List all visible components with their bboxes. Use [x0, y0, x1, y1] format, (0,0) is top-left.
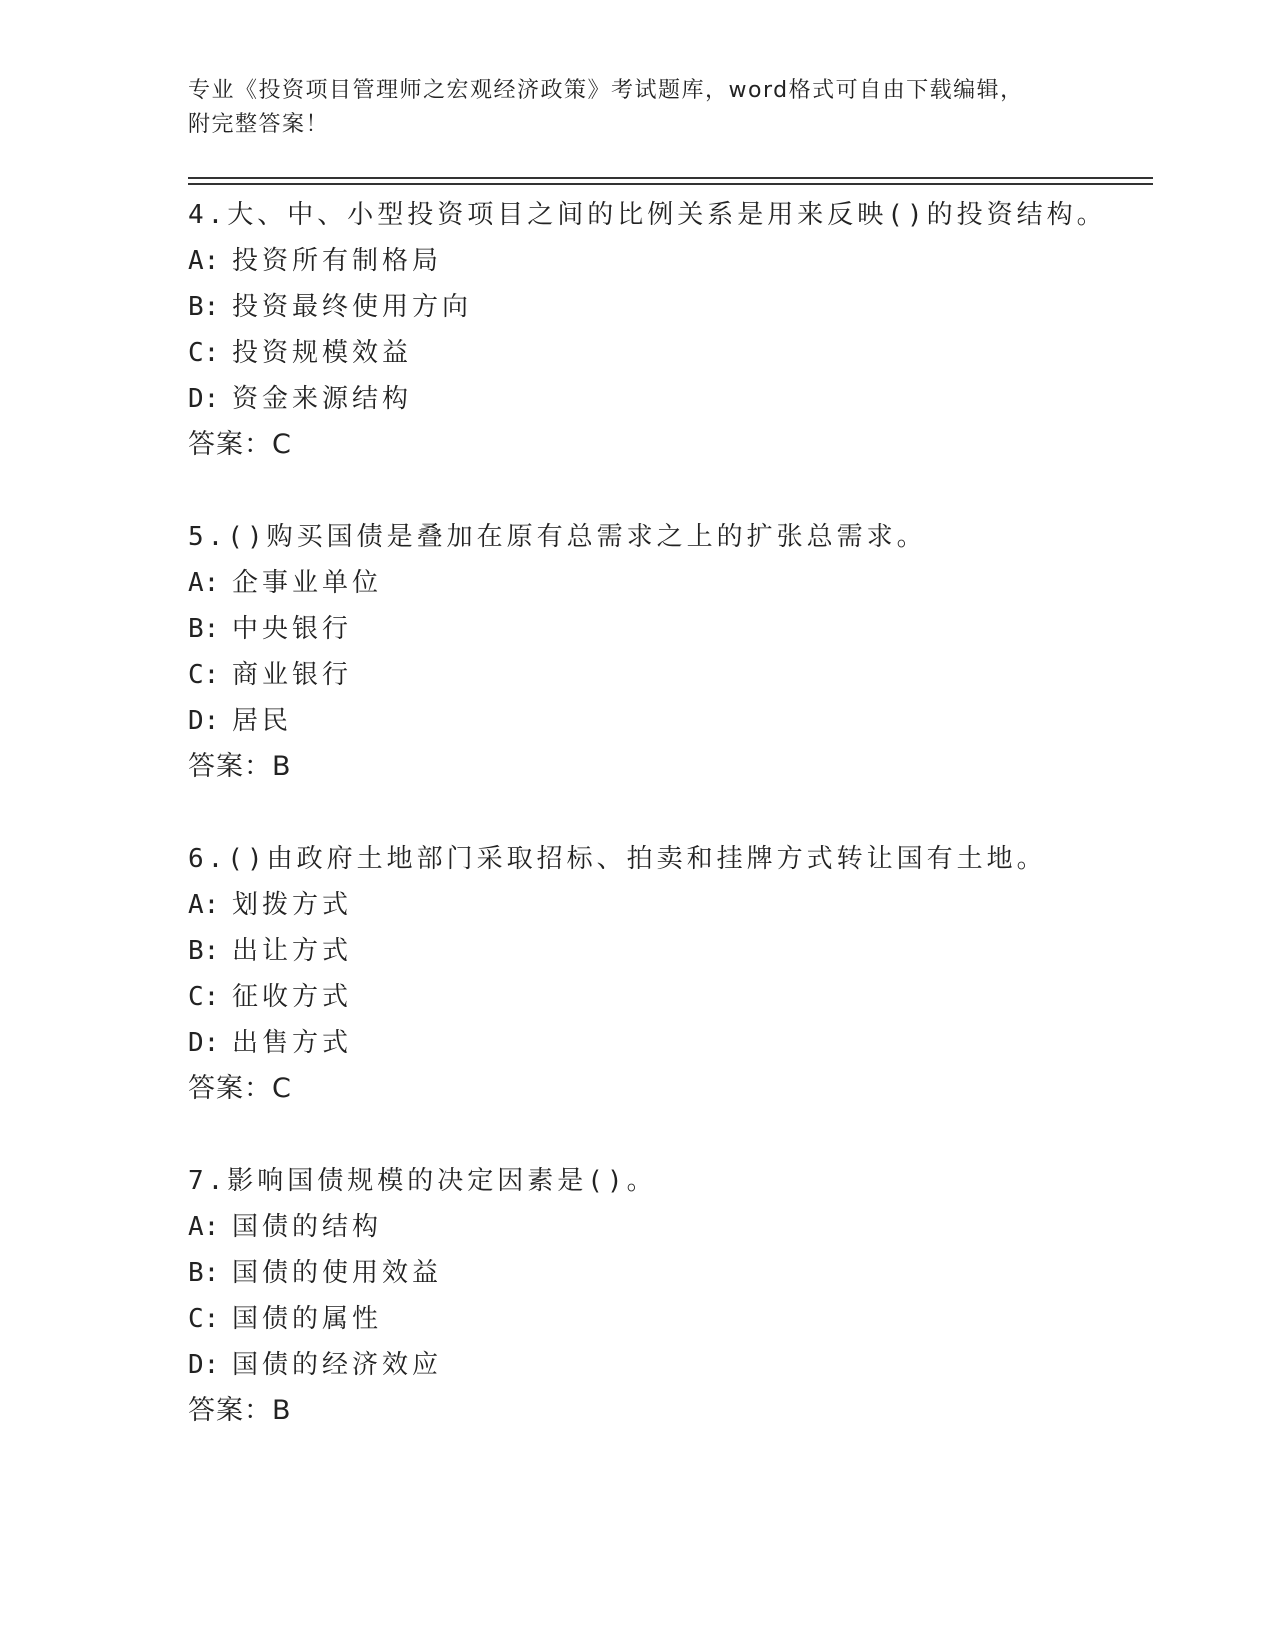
option-text: 居民 [232, 706, 293, 736]
option-letter: A: [188, 568, 220, 598]
option-text: 划拨方式 [232, 890, 353, 920]
option-text: 征收方式 [232, 982, 353, 1012]
option-a [188, 1204, 1168, 1250]
question-stem: 6.()由政府土地部门采取招标、拍卖和挂牌方式转让国有土地。 [188, 844, 1047, 874]
option-c [188, 1296, 1168, 1342]
option-text: 投资所有制格局 [232, 246, 443, 276]
question-4 [188, 192, 1168, 468]
option-letter: C: [188, 338, 220, 368]
answer-line: 答案：C [188, 429, 292, 460]
option-text: 出售方式 [232, 1028, 353, 1058]
option-text: 投资最终使用方向 [232, 292, 473, 322]
option-d [188, 698, 1168, 744]
answer-line: 答案：B [188, 1395, 292, 1426]
option-letter: D: [188, 1350, 220, 1380]
option-text: 国债的使用效益 [232, 1258, 443, 1288]
answer-line: 答案：C [188, 1073, 292, 1104]
option-text: 投资规模效益 [232, 338, 413, 368]
option-letter: C: [188, 660, 220, 690]
header-divider-bottom [188, 183, 1153, 185]
option-letter: A: [188, 246, 220, 276]
option-d [188, 1342, 1168, 1388]
answer-line: 答案：B [188, 751, 292, 782]
option-d [188, 376, 1168, 422]
option-a [188, 882, 1168, 928]
document-header [188, 74, 1088, 142]
question-7 [188, 1158, 1168, 1434]
option-text: 企事业单位 [232, 568, 383, 598]
header-line-2: 附完整答案！ [188, 112, 330, 137]
option-a [188, 238, 1168, 284]
option-d [188, 1020, 1168, 1066]
option-b [188, 284, 1168, 330]
header-divider-top [188, 177, 1153, 179]
option-letter: B: [188, 1258, 220, 1288]
question-stem: 5.()购买国债是叠加在原有总需求之上的扩张总需求。 [188, 522, 927, 552]
option-b [188, 928, 1168, 974]
option-b [188, 1250, 1168, 1296]
question-stem: 7.影响国债规模的决定因素是()。 [188, 1166, 657, 1196]
option-text: 国债的经济效应 [232, 1350, 443, 1380]
option-text: 国债的属性 [232, 1304, 383, 1334]
option-c [188, 330, 1168, 376]
option-letter: B: [188, 614, 220, 644]
question-5 [188, 514, 1168, 790]
option-letter: B: [188, 936, 220, 966]
option-a [188, 560, 1168, 606]
question-list [188, 192, 1168, 1480]
option-letter: D: [188, 1028, 220, 1058]
option-text: 资金来源结构 [232, 384, 413, 414]
option-c [188, 974, 1168, 1020]
option-text: 国债的结构 [232, 1212, 383, 1242]
question-6 [188, 836, 1168, 1112]
option-letter: D: [188, 384, 220, 414]
question-stem: 4.大、中、小型投资项目之间的比例关系是用来反映()的投资结构。 [188, 200, 1107, 230]
option-letter: A: [188, 1212, 220, 1242]
option-letter: D: [188, 706, 220, 736]
option-b [188, 606, 1168, 652]
option-letter: C: [188, 982, 220, 1012]
option-c [188, 652, 1168, 698]
option-letter: C: [188, 1304, 220, 1334]
option-letter: B: [188, 292, 220, 322]
option-text: 出让方式 [232, 936, 353, 966]
option-letter: A: [188, 890, 220, 920]
header-line-1: 专业《投资项目管理师之宏观经济政策》考试题库，word格式可自由下载编辑， [188, 78, 1024, 103]
option-text: 商业银行 [232, 660, 353, 690]
option-text: 中央银行 [232, 614, 353, 644]
